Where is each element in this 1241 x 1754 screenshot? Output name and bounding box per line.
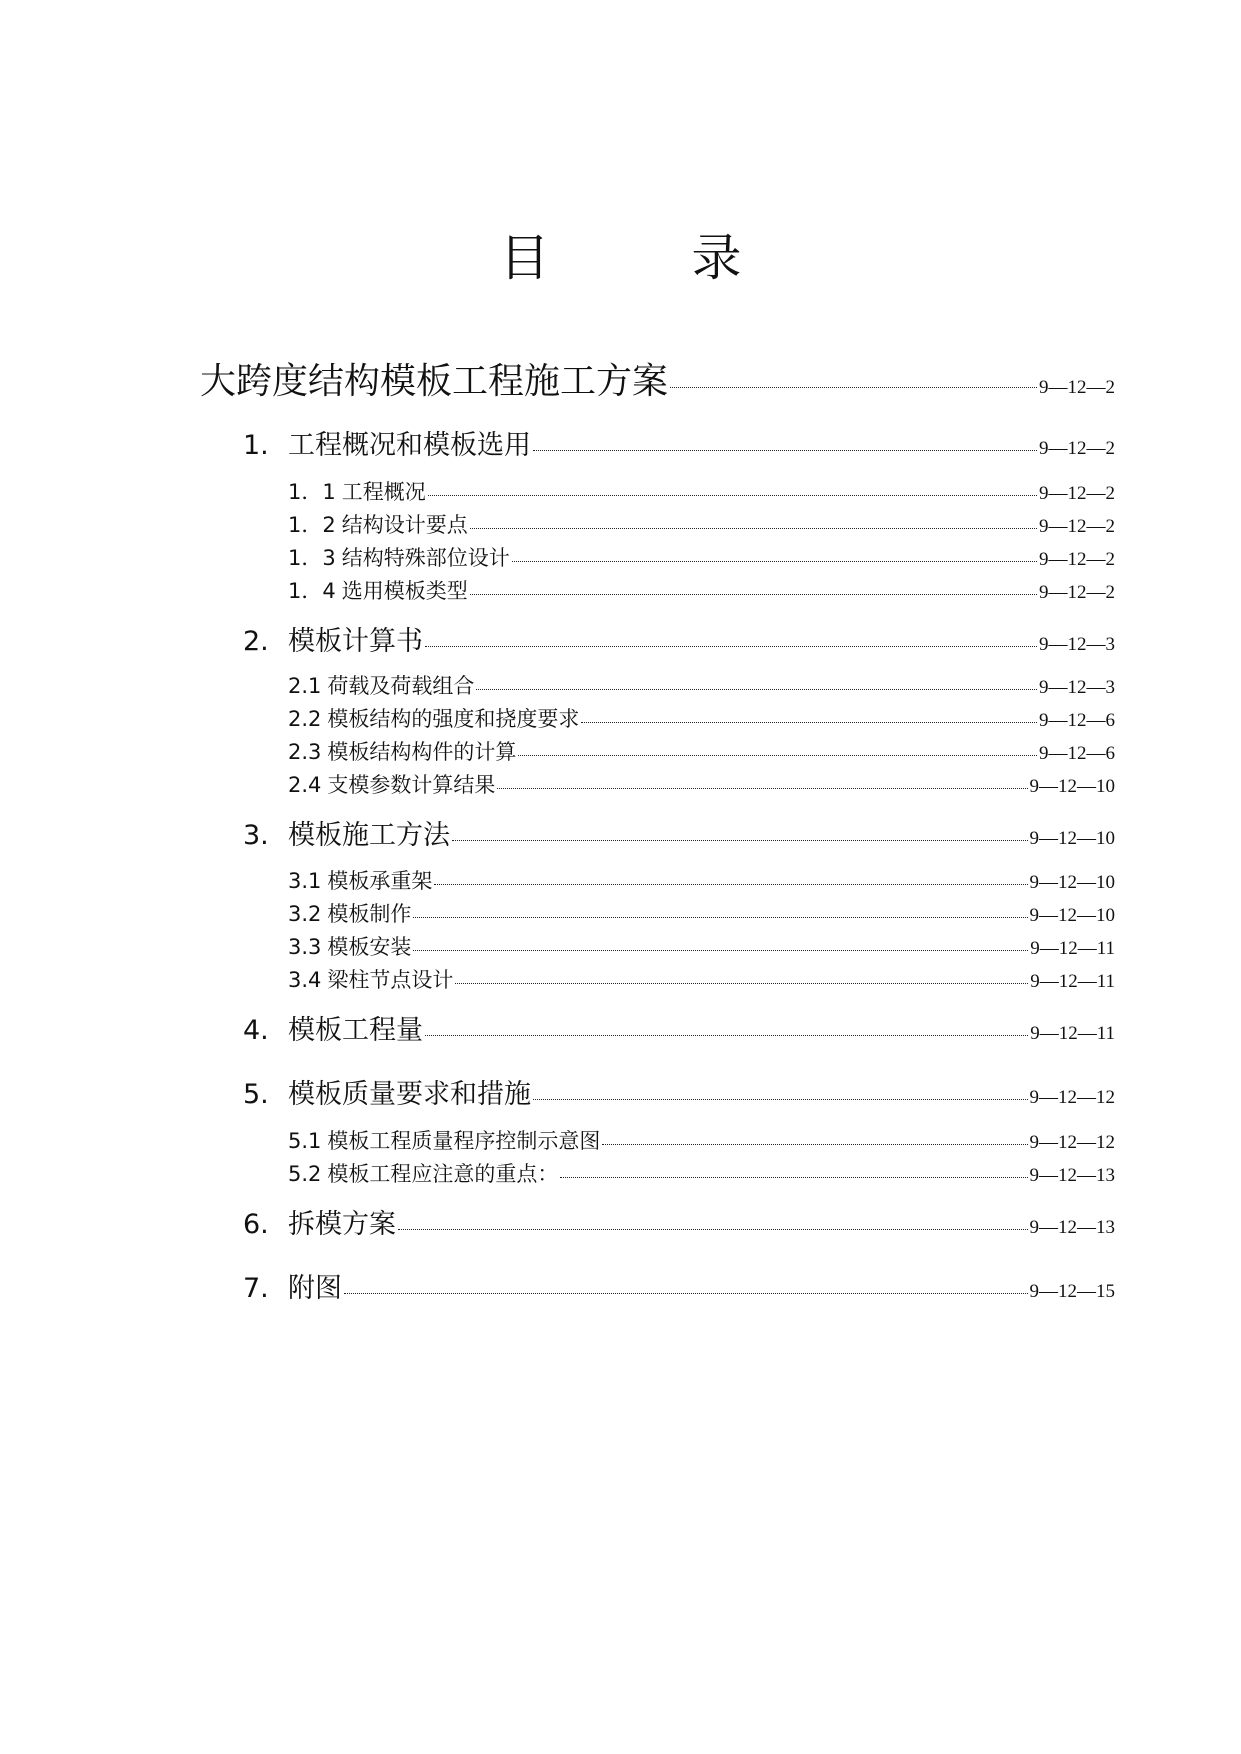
toc-entry-text: 模板工程应注意的重点： [327, 1162, 559, 1186]
toc-entry-text: 模板安装 [327, 935, 412, 959]
dot-leader [581, 722, 1037, 723]
toc-entry-text: 模板结构构件的计算 [327, 740, 517, 764]
toc-entry-number: 7. [243, 1273, 269, 1304]
dot-leader [425, 646, 1037, 647]
dot-leader [560, 1177, 1027, 1178]
toc-entry-page: 9—12—2 [1039, 549, 1115, 570]
toc-entry-number: 5. [243, 1079, 269, 1110]
toc-entry-subsection[interactable] [288, 964, 1115, 994]
toc-entry-page: 9—12—10 [1029, 872, 1115, 893]
dot-leader [476, 689, 1037, 690]
toc-entry-text: 模板施工方法 [288, 820, 450, 851]
toc-entry-number: 2.3 [288, 740, 322, 764]
dot-leader [455, 983, 1028, 984]
toc-entry-page: 9—12—13 [1029, 1165, 1115, 1186]
toc-entry-text: 工程概况 [341, 480, 426, 504]
toc-entry-number: 4. [243, 1015, 269, 1046]
toc-entry-number: 1．4 [288, 579, 336, 603]
toc-entry-page: 9—12—2 [1039, 438, 1115, 459]
toc-entry-number: 6. [243, 1209, 269, 1240]
toc-entry-section[interactable] [243, 1072, 1115, 1111]
toc-entry-subsection[interactable] [288, 670, 1115, 700]
toc-entry-section[interactable] [243, 813, 1115, 852]
toc-entry-page: 9—12—11 [1030, 938, 1115, 959]
toc-entry-page: 9—12—10 [1029, 905, 1115, 926]
toc-entry-page: 9—12—15 [1029, 1281, 1115, 1302]
toc-entry-section[interactable] [243, 619, 1115, 658]
toc-entry-text: 结构设计要点 [341, 513, 468, 537]
toc-entry-subsection[interactable] [288, 865, 1115, 895]
toc-entry-section[interactable] [243, 1008, 1115, 1047]
dot-leader [452, 840, 1028, 841]
toc-entry-number: 2.2 [288, 707, 322, 731]
dot-leader [398, 1229, 1028, 1230]
toc-entry-text: 模板结构的强度和挠度要求 [327, 707, 580, 731]
toc-entry-main[interactable] [200, 353, 1115, 404]
toc-entry-subsection[interactable] [288, 575, 1115, 605]
toc-entry-page: 9—12—12 [1029, 1087, 1115, 1108]
toc-entry-number: 3.3 [288, 935, 322, 959]
toc-entry-page: 9—12—12 [1029, 1132, 1115, 1153]
toc-entry-subsection[interactable] [288, 931, 1115, 961]
toc-entry-text: 荷载及荷载组合 [327, 674, 475, 698]
toc-entry-text: 模板制作 [327, 902, 412, 926]
toc-entry-text: 模板工程质量程序控制示意图 [327, 1129, 601, 1153]
toc-entry-number: 5.2 [288, 1162, 322, 1186]
dot-leader [602, 1144, 1027, 1145]
dot-leader [533, 450, 1037, 451]
toc-entry-text: 大跨度结构模板工程施工方案 [200, 361, 669, 402]
toc-entry-page: 9—12—2 [1039, 377, 1115, 398]
toc-entry-number: 3.1 [288, 869, 322, 893]
dot-leader [518, 755, 1037, 756]
toc-entry-page: 9—12—3 [1039, 677, 1115, 698]
toc-entry-page: 9—12—10 [1029, 828, 1115, 849]
toc-entry-subsection[interactable] [288, 509, 1115, 539]
toc-entry-text: 模板承重架 [327, 869, 433, 893]
toc-entry-section[interactable] [243, 423, 1115, 462]
dot-leader [533, 1099, 1028, 1100]
toc-entry-page: 9—12—6 [1039, 743, 1115, 764]
toc-entry-number: 1. [243, 430, 269, 461]
dot-leader [413, 950, 1028, 951]
dot-leader [413, 917, 1027, 918]
toc-entry-page: 9—12—2 [1039, 483, 1115, 504]
dot-leader [670, 387, 1037, 388]
toc-entry-subsection[interactable] [288, 1125, 1115, 1155]
toc-entry-page: 9—12—10 [1029, 776, 1115, 797]
dot-leader [344, 1293, 1028, 1294]
dot-leader [470, 528, 1037, 529]
toc-entry-number: 2. [243, 626, 269, 657]
toc-entry-subsection[interactable] [288, 1158, 1115, 1188]
toc-entry-page: 9—12—11 [1030, 971, 1115, 992]
toc-entry-subsection[interactable] [288, 476, 1115, 506]
toc-entry-subsection[interactable] [288, 736, 1115, 766]
toc-entry-page: 9—12—3 [1039, 634, 1115, 655]
dot-leader [470, 594, 1037, 595]
toc-entry-subsection[interactable] [288, 769, 1115, 799]
toc-entry-subsection[interactable] [288, 703, 1115, 733]
toc-entry-text: 梁柱节点设计 [327, 968, 454, 992]
toc-entry-number: 2.4 [288, 773, 322, 797]
toc-entry-page: 9—12—6 [1039, 710, 1115, 731]
toc-entry-text: 选用模板类型 [341, 579, 468, 603]
toc-entry-text: 结构特殊部位设计 [341, 546, 510, 570]
toc-entry-number: 5.1 [288, 1129, 322, 1153]
toc-entry-number: 1．1 [288, 480, 336, 504]
dot-leader [512, 561, 1037, 562]
page-title: 目 录 [499, 229, 788, 287]
toc-entry-number: 3. [243, 820, 269, 851]
toc-entry-number: 3.4 [288, 968, 322, 992]
toc-entry-text: 工程概况和模板选用 [288, 430, 531, 461]
toc-entry-section[interactable] [243, 1266, 1115, 1305]
toc-entry-text: 模板计算书 [288, 626, 423, 657]
toc-entry-subsection[interactable] [288, 898, 1115, 928]
toc-entry-page: 9—12—13 [1029, 1217, 1115, 1238]
toc-entry-text: 拆模方案 [288, 1209, 396, 1240]
toc-entry-page: 9—12—11 [1030, 1023, 1115, 1044]
toc-entry-text: 支模参数计算结果 [327, 773, 496, 797]
toc-entry-number: 1．3 [288, 546, 336, 570]
toc-entry-subsection[interactable] [288, 542, 1115, 572]
dot-leader [497, 788, 1027, 789]
toc-entry-number: 3.2 [288, 902, 322, 926]
toc-entry-page: 9—12—2 [1039, 516, 1115, 537]
toc-entry-number: 2.1 [288, 674, 322, 698]
toc-entry-section[interactable] [243, 1202, 1115, 1241]
dot-leader [428, 495, 1037, 496]
toc-entry-text: 模板工程量 [288, 1015, 423, 1046]
dot-leader [425, 1035, 1028, 1036]
toc-entry-page: 9—12—2 [1039, 582, 1115, 603]
toc-entry-text: 模板质量要求和措施 [288, 1079, 531, 1110]
toc-entry-number: 1．2 [288, 513, 336, 537]
toc-entry-text: 附图 [288, 1273, 342, 1304]
dot-leader [434, 884, 1027, 885]
